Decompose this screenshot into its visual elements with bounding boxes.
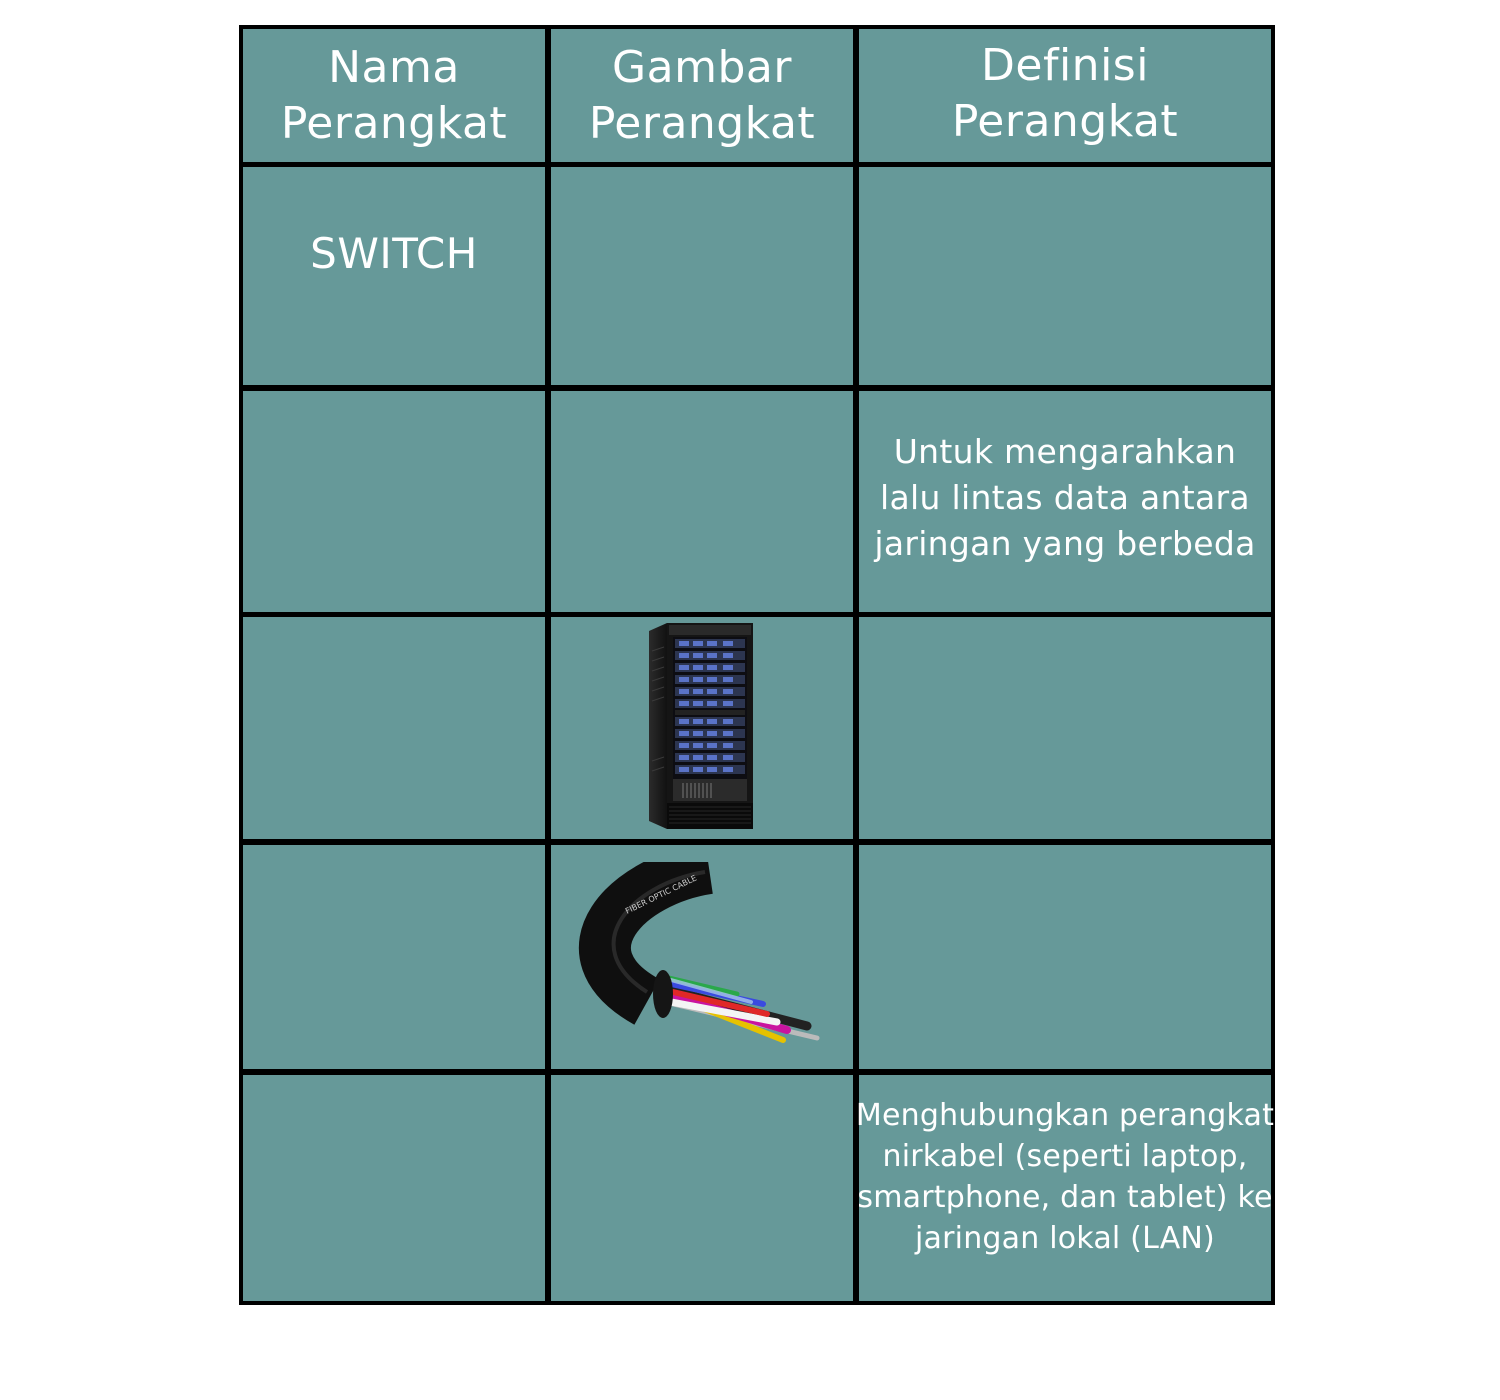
row4-definition-cell	[859, 845, 1271, 1069]
header-nama-perangkat	[243, 29, 545, 162]
definition-line: smartphone, dan tablet) ke	[857, 1180, 1273, 1215]
definition-line: jaringan yang berbeda	[874, 523, 1256, 563]
header-label-line1: Nama	[328, 41, 460, 93]
row1-definition-cell	[859, 167, 1271, 385]
device-table	[239, 25, 1275, 1305]
row5-image-cell	[551, 1075, 853, 1301]
row3-image-cell	[551, 617, 853, 839]
definition-line: nirkabel (seperti laptop,	[882, 1139, 1248, 1174]
row5-definition-cell	[855, 1075, 1275, 1301]
row3-name-cell	[243, 617, 545, 839]
header-label-line1: Definisi	[981, 39, 1149, 91]
header-gambar-perangkat	[551, 29, 853, 162]
server-rack-icon	[647, 621, 757, 836]
row1-image-cell	[551, 167, 853, 385]
definition-line: Menghubungkan perangkat	[855, 1098, 1275, 1133]
row4-name-cell	[243, 845, 545, 1069]
row1-name-cell	[243, 167, 545, 385]
row4-image-cell	[551, 845, 853, 1069]
cable-label: FIBER OPTIC CABLE	[623, 873, 699, 916]
device-name: SWITCH	[310, 229, 478, 278]
definition-line: jaringan lokal (LAN)	[915, 1221, 1215, 1256]
header-definisi-perangkat	[859, 29, 1271, 162]
definition-line: lalu lintas data antara	[880, 477, 1250, 517]
row3-definition-cell	[859, 617, 1271, 839]
fiber-optic-cable-icon	[567, 862, 847, 1052]
header-label-line2: Perangkat	[588, 97, 816, 149]
definition-line: Untuk mengarahkan	[893, 431, 1237, 471]
row2-definition-cell	[859, 391, 1271, 612]
row2-name-cell	[243, 391, 545, 612]
header-label-line2: Perangkat	[280, 97, 508, 149]
row5-name-cell	[243, 1075, 545, 1301]
header-label-line1: Gambar	[612, 41, 792, 93]
header-label-line2: Perangkat	[951, 95, 1179, 147]
row2-image-cell	[551, 391, 853, 612]
